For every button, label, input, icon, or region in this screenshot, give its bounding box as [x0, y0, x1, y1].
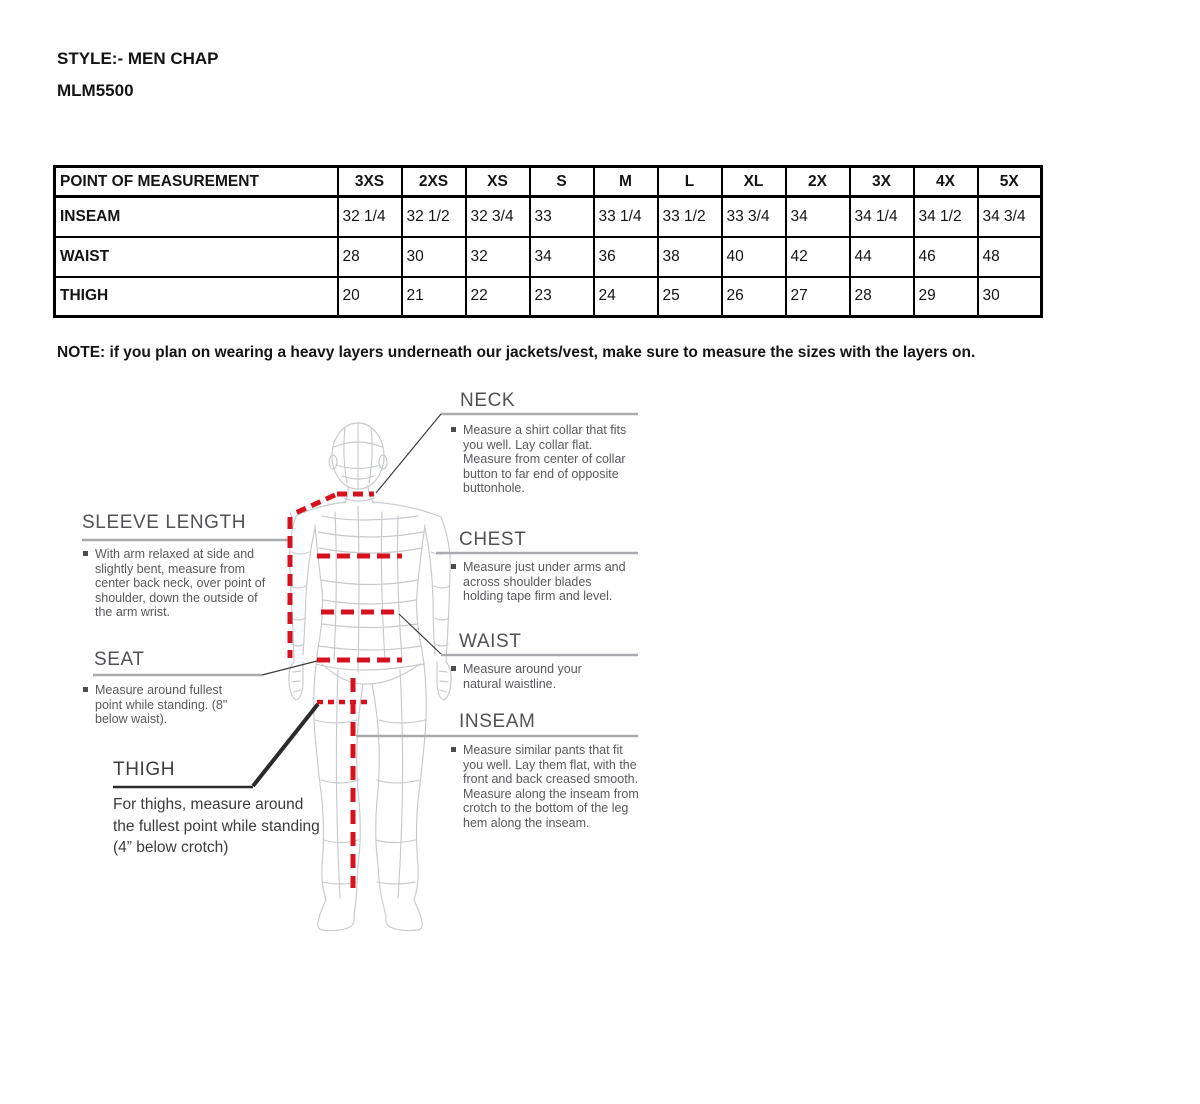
cell-inseam-3x: 34 1/4	[850, 197, 914, 237]
cell-waist-xs: 32	[466, 237, 530, 277]
column-header-3xs: 3XS	[338, 167, 402, 197]
cell-thigh-2x: 27	[786, 277, 850, 317]
table-row-thigh	[55, 277, 1042, 317]
cell-thigh-4x: 29	[914, 277, 978, 317]
column-header-2x: 2X	[786, 167, 850, 197]
cell-thigh-2xs: 21	[402, 277, 466, 317]
cell-waist-l: 38	[658, 237, 722, 277]
cell-waist-3xs: 28	[338, 237, 402, 277]
column-header-l: L	[658, 167, 722, 197]
cell-waist-5x: 48	[978, 237, 1042, 277]
cell-inseam-xl: 33 3/4	[722, 197, 786, 237]
cell-inseam-l: 33 1/2	[658, 197, 722, 237]
style-title: STYLE:- MEN CHAP	[57, 49, 219, 68]
inseam-heading: INSEAM	[459, 711, 536, 732]
cell-thigh-xs: 22	[466, 277, 530, 317]
chest-heading: CHEST	[459, 529, 527, 550]
bullet-square-icon	[451, 427, 456, 432]
size-chart-table	[53, 165, 1043, 318]
seat-description: Measure around fullest point while standing. (8" below waist).	[83, 683, 247, 727]
waist-description: Measure around your natural waistline.	[451, 662, 597, 691]
cell-inseam-5x: 34 3/4	[978, 197, 1042, 237]
seat-heading: SEAT	[94, 649, 145, 670]
column-header-m: M	[594, 167, 658, 197]
column-header-3x: 3X	[850, 167, 914, 197]
model-number: MLM5500	[57, 81, 134, 100]
row-label-inseam: INSEAM	[55, 197, 338, 237]
bullet-square-icon	[451, 564, 456, 569]
cell-waist-s: 34	[530, 237, 594, 277]
table-row-waist	[55, 237, 1042, 277]
cell-waist-2x: 42	[786, 237, 850, 277]
cell-inseam-3xs: 32 1/4	[338, 197, 402, 237]
inseam-description: Measure similar pants that fit you well. Lay them flat, with the front and back creased smooth. Measure along the inseam from crotch to the bottom of the leg hem along the inseam.	[451, 743, 639, 830]
neck-description: Measure a shirt collar that fits you well. Lay collar flat. Measure from center of collar button to far end of opposite buttonhole.	[451, 423, 643, 496]
cell-waist-2xs: 30	[402, 237, 466, 277]
cell-inseam-4x: 34 1/2	[914, 197, 978, 237]
cell-inseam-2xs: 32 1/2	[402, 197, 466, 237]
cell-thigh-s: 23	[530, 277, 594, 317]
bullet-square-icon	[83, 687, 88, 692]
cell-waist-m: 36	[594, 237, 658, 277]
column-header-xl: XL	[722, 167, 786, 197]
table-row-inseam	[55, 197, 1042, 237]
cell-thigh-3x: 28	[850, 277, 914, 317]
row-label-waist: WAIST	[55, 237, 338, 277]
bullet-square-icon	[451, 747, 456, 752]
column-header-4x: 4X	[914, 167, 978, 197]
row-label-thigh: THIGH	[55, 277, 338, 317]
chest-description: Measure just under arms and across shoulder blades holding tape firm and level.	[451, 560, 631, 604]
cell-inseam-s: 33	[530, 197, 594, 237]
table-header-row	[55, 167, 1042, 197]
column-header-point-of-measurement: POINT OF MEASUREMENT	[55, 167, 338, 197]
column-header-xs: XS	[466, 167, 530, 197]
cell-waist-3x: 44	[850, 237, 914, 277]
cell-inseam-xs: 32 3/4	[466, 197, 530, 237]
column-header-2xs: 2XS	[402, 167, 466, 197]
column-header-5x: 5X	[978, 167, 1042, 197]
cell-thigh-5x: 30	[978, 277, 1042, 317]
thigh-heading: THIGH	[113, 759, 176, 780]
cell-thigh-l: 25	[658, 277, 722, 317]
cell-inseam-2x: 34	[786, 197, 850, 237]
waist-heading: WAIST	[459, 631, 522, 652]
cell-waist-xl: 40	[722, 237, 786, 277]
cell-thigh-m: 24	[594, 277, 658, 317]
note-text: NOTE: if you plan on wearing a heavy layers underneath our jackets/vest, make sure to measure the sizes with the layers on.	[57, 344, 976, 361]
neck-heading: NECK	[460, 390, 516, 411]
neck-connector-line	[376, 414, 441, 493]
sleeve-length-heading: SLEEVE LENGTH	[82, 512, 247, 533]
cell-thigh-3xs: 20	[338, 277, 402, 317]
sleeve-length-description: With arm relaxed at side and slightly bent, measure from center back neck, over point of shoulder, down the outside of the arm wrist.	[83, 547, 267, 620]
cell-thigh-xl: 26	[722, 277, 786, 317]
cell-inseam-m: 33 1/4	[594, 197, 658, 237]
column-header-s: S	[530, 167, 594, 197]
bullet-square-icon	[451, 666, 456, 671]
cell-waist-4x: 46	[914, 237, 978, 277]
thigh-description: For thighs, measure around the fullest point while standing (4” below crotch)	[113, 796, 320, 856]
bullet-square-icon	[83, 551, 88, 556]
thigh-connector-line	[253, 704, 318, 786]
